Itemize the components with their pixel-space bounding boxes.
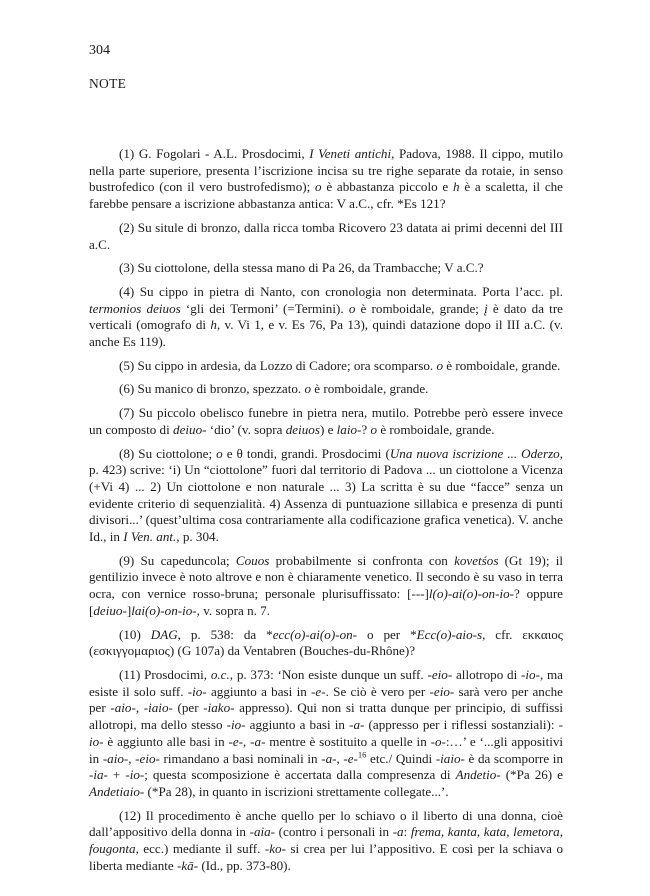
page-number: 304 — [89, 43, 110, 58]
note-text-segment: (12) Il procedimento è anche quello per lo schiavo o il liberto di una donna, cioè dall’appositivo della donna in — [89, 807, 563, 840]
note-text-segment: e θ tondi, grandi. Prosdocimi ( — [222, 445, 390, 461]
note-text-segment: (per — [172, 700, 204, 716]
note-text-segment: -io- — [89, 717, 563, 749]
note-text-segment: è dato da tre verticali (omografo di — [89, 300, 563, 333]
note-7 — [89, 405, 563, 438]
note-text-segment: o — [348, 300, 356, 316]
note-text-segment: -iako- — [203, 700, 235, 716]
note-text-segment: , p. 373: ‘Non esiste dunque un suff. — [229, 666, 428, 682]
note-11 — [89, 667, 563, 801]
note-text-segment: (appresso per i riflessi sostanziali): — [364, 717, 559, 733]
note-text-segment: è aggiunto alle basi in — [103, 733, 229, 749]
note-text-segment: :…’ e ‘...gli appositivi in — [89, 733, 564, 766]
note-text-segment: I Ven. ant. — [123, 529, 177, 545]
note-text-segment: , ma esiste il solo suff. — [89, 666, 563, 699]
note-text-segment: h — [453, 179, 460, 195]
note-3 — [89, 260, 563, 277]
note-text-segment: (contro i personali in — [275, 824, 393, 840]
note-text-segment: deiuos — [285, 421, 320, 437]
note-text-segment: (8) Su ciottolone; — [119, 445, 217, 461]
note-text-segment: o — [315, 179, 322, 195]
note-text-segment: deiuo- — [173, 421, 207, 437]
note-1 — [89, 146, 563, 213]
note-text-segment: (Gt 19); il gentilizio invece è noto altrove e non è chiaramente venetico. Il secondo è su vaso in terra ocra, con vernice rosso-bruna; personale plurisuffissato: [---] — [89, 552, 563, 602]
note-text-segment: -eio- — [427, 666, 453, 682]
note-text-segment: (10) — [119, 626, 151, 642]
note-text-segment: -io- — [187, 683, 207, 699]
note-text-segment: I Veneti antichi — [309, 146, 392, 161]
note-text-segment: DAG — [150, 626, 178, 642]
note-text-segment: -a — [392, 824, 404, 840]
note-text-segment: frema, kanta, kata, lemetora, fougonta — [89, 824, 563, 857]
note-text-segment: mentre è sostituito a quelle in — [265, 733, 431, 749]
note-text-segment: lai(o)-on-io- — [131, 602, 197, 618]
note-text-segment: è romboidale, grande. — [442, 357, 561, 373]
note-text-segment: o — [216, 445, 223, 461]
note-5 — [89, 358, 563, 375]
note-text-segment: è romboidale, grande; — [355, 300, 485, 316]
notes-list — [89, 146, 563, 881]
note-text-segment: ? — [361, 421, 371, 437]
note-text-segment: (2) Su situle di bronzo, dalla ricca tomba Ricovero 23 datata ai primi decenni del III a.C. — [89, 219, 563, 252]
note-text-segment: -io- — [521, 666, 540, 682]
note-text-segment: ] — [126, 602, 132, 618]
note-text-segment: Andetio- — [455, 767, 501, 783]
note-text-segment: rimandano a basi nominali in — [159, 750, 322, 766]
note-text-segment: . Se ciò è vero per — [325, 683, 430, 699]
note-text-segment: -a- — [349, 717, 365, 733]
note-text-segment: -eio- — [429, 683, 455, 699]
note-text-segment: -o- — [430, 733, 446, 749]
note-text-segment: è da scomporre in — [464, 750, 563, 766]
note-2 — [89, 220, 563, 253]
note-text-segment: -kā- — [176, 857, 199, 873]
note-text-segment: -a- — [321, 750, 337, 766]
note-text-segment: è romboidale, grande. — [311, 381, 429, 397]
note-text-segment: , — [336, 750, 344, 766]
note-text-segment: , p. 423) scrive: ‘i) Un “ciottolone” fuori dal territorio di Padova ... un ciottolone a Vicenza (+Vi 4) ... 2) Un ciottolone e non naturale ... 3) La scritta è su due “facce” senza un evidente criterio di sequenzialità. 4) Assenza di puntuazione sillabica e presenza di punti divisori...’ (quest’ultima cosa contrariamente alla codificazione grafica venetica). V. anche Id., in — [89, 445, 563, 545]
note-text-segment: -e- — [343, 750, 358, 766]
note-text-segment: Andetiaio- — [89, 783, 145, 799]
note-9 — [89, 553, 563, 620]
note-text-segment: , — [128, 750, 136, 766]
note-6 — [89, 381, 563, 398]
note-text-segment: , v. Vi 1, e v. Es 76, Pa 13), quindi datazione dopo il III a.C. (v. anche Es 119). — [89, 317, 563, 350]
note-text-segment: appresso). Qui non si tratta dunque per principio, di suffissi allotropi, ma dello stesso — [89, 700, 563, 733]
note-text-segment: (3) Su ciottolone, della stessa mano di Pa 26, da Trambacche; V a.C.? — [119, 260, 484, 276]
note-text-segment: ecc(o)-ai(o)-on- — [272, 626, 358, 642]
note-text-segment: (5) Su cippo in ardesia, da Lozzo di Cadore; ora scomparso. — [119, 357, 437, 373]
note-text-segment: Couos — [235, 552, 270, 568]
note-text-segment: kovetśos — [454, 552, 499, 568]
note-text-segment: : — [403, 824, 411, 840]
note-text-segment: o — [436, 357, 443, 373]
note-text-segment: (1) G. Fogolari - A.L. Prosdocimi, — [119, 146, 310, 161]
note-text-segment: è abbastanza piccolo e — [321, 179, 453, 195]
note-text-segment: -iaio- — [435, 750, 465, 766]
note-text-segment: ) e — [319, 421, 337, 437]
note-text-segment: aggiunto a basi in — [245, 717, 350, 733]
note-text-segment: , ecc.) mediante il suff. — [135, 841, 265, 857]
note-text-segment: probabilmente si confronta con — [269, 552, 455, 568]
note-text-segment: (9) Su capeduncola; — [119, 552, 236, 568]
note-text-segment: į — [484, 300, 488, 316]
note-text-segment: (Id., pp. 373-80). — [198, 857, 291, 873]
note-text-segment: + — [107, 767, 126, 783]
note-text-segment: (*Pa 26) e — [500, 767, 563, 783]
note-text-segment: è romboidale, grande. — [377, 421, 495, 437]
note-text-segment: , cfr. εκκαιος (εσκιγγομαριος) (G 107a) da Ventabren (Bouches-du-Rhône)? — [89, 626, 563, 659]
note-text-segment: (11) Prosdocimi, — [119, 666, 211, 682]
note-text-segment: ; questa scomposizione è accertata dalla compresenza di — [144, 767, 456, 783]
note-text-segment: , — [243, 733, 251, 749]
note-text-segment: , — [135, 700, 144, 716]
note-text-segment: -e- — [311, 683, 326, 699]
note-text-segment: -eio- — [135, 750, 160, 766]
note-text-segment: , p. 304. — [176, 529, 219, 545]
note-text-segment: si crea per lui l’appositivo. E così per la schiava o liberta mediante — [89, 841, 563, 873]
note-text-segment: è a scaletta, il che farebbe pensare a iscrizione abbastanza antica: V a.C., cfr. *Es 121? — [89, 179, 563, 212]
note-text-segment: (4) Su cippo in pietra di Nanto, con cronologia non determinata. Porta l’acc. pl. — [119, 283, 563, 299]
note-text-segment: , Padova, 1988. Il cippo, mutilo nella parte superiore, presenta l’iscrizione incisa su tre righe separate da rotaie, in senso bustrofedico (con il vero bustrofedismo); — [89, 146, 563, 195]
note-text-segment: laio- — [336, 421, 362, 437]
note-text-segment: -aio- — [110, 700, 136, 716]
note-text-segment: , p. 538: da * — [177, 626, 273, 642]
note-text-segment: o.c. — [210, 666, 230, 682]
note-text-segment: -ko- — [264, 841, 286, 857]
note-text-segment: -io- — [226, 717, 246, 733]
note-10 — [89, 627, 563, 660]
note-text-segment: aggiunto a basi in — [206, 683, 312, 699]
note-text-segment: -a- — [250, 733, 266, 749]
note-text-segment: etc./ Quindi — [366, 750, 436, 766]
note-text-segment: -io- — [125, 767, 145, 783]
note-text-segment: Ecc(o)-aio-s — [416, 626, 483, 642]
note-text-segment: -ia- — [89, 767, 108, 783]
note-text-segment: l(o)-ai(o)-on-io- — [428, 586, 514, 602]
note-text-segment: termonios deiuos — [89, 300, 181, 316]
note-4 — [89, 284, 563, 351]
note-text-segment: -iaio- — [143, 700, 173, 716]
note-text-segment: ‘dio’ (v. sopra — [206, 421, 286, 437]
note-text-segment: -aia- — [249, 824, 276, 840]
note-text-segment: 16 — [357, 749, 367, 760]
note-text-segment: o per * — [357, 626, 417, 642]
note-text-segment: ‘gli dei Termoni’ (=Termini). — [180, 300, 349, 316]
note-text-segment: h — [210, 317, 217, 333]
note-12 — [89, 808, 563, 875]
note-text-segment: allotropo di — [452, 666, 522, 682]
note-text-segment: ? oppure [ — [89, 586, 563, 618]
note-text-segment: (6) Su manico di bronzo, spezzato. — [119, 381, 305, 397]
note-text-segment: o — [370, 421, 378, 437]
section-title: NOTE — [89, 76, 127, 91]
note-text-segment: -e- — [228, 733, 244, 749]
note-text-segment: Una nuova iscrizione ... Oderzo — [389, 445, 560, 461]
note-text-segment: (7) Su piccolo obelisco funebre in pietra nera, mutilo. Potrebbe però essere invece un composto di — [89, 405, 563, 437]
note-text-segment: (*Pa 28), in quanto in iscrizioni strettamente collegate...’. — [144, 783, 449, 799]
note-text-segment: , v. sopra n. 7. — [196, 602, 270, 618]
note-text-segment: o — [304, 381, 311, 397]
note-text-segment: sarà vero per anche per — [89, 683, 563, 716]
note-8 — [89, 446, 563, 546]
note-text-segment: deiuo- — [93, 602, 127, 618]
note-text-segment: -aio- — [102, 750, 129, 766]
